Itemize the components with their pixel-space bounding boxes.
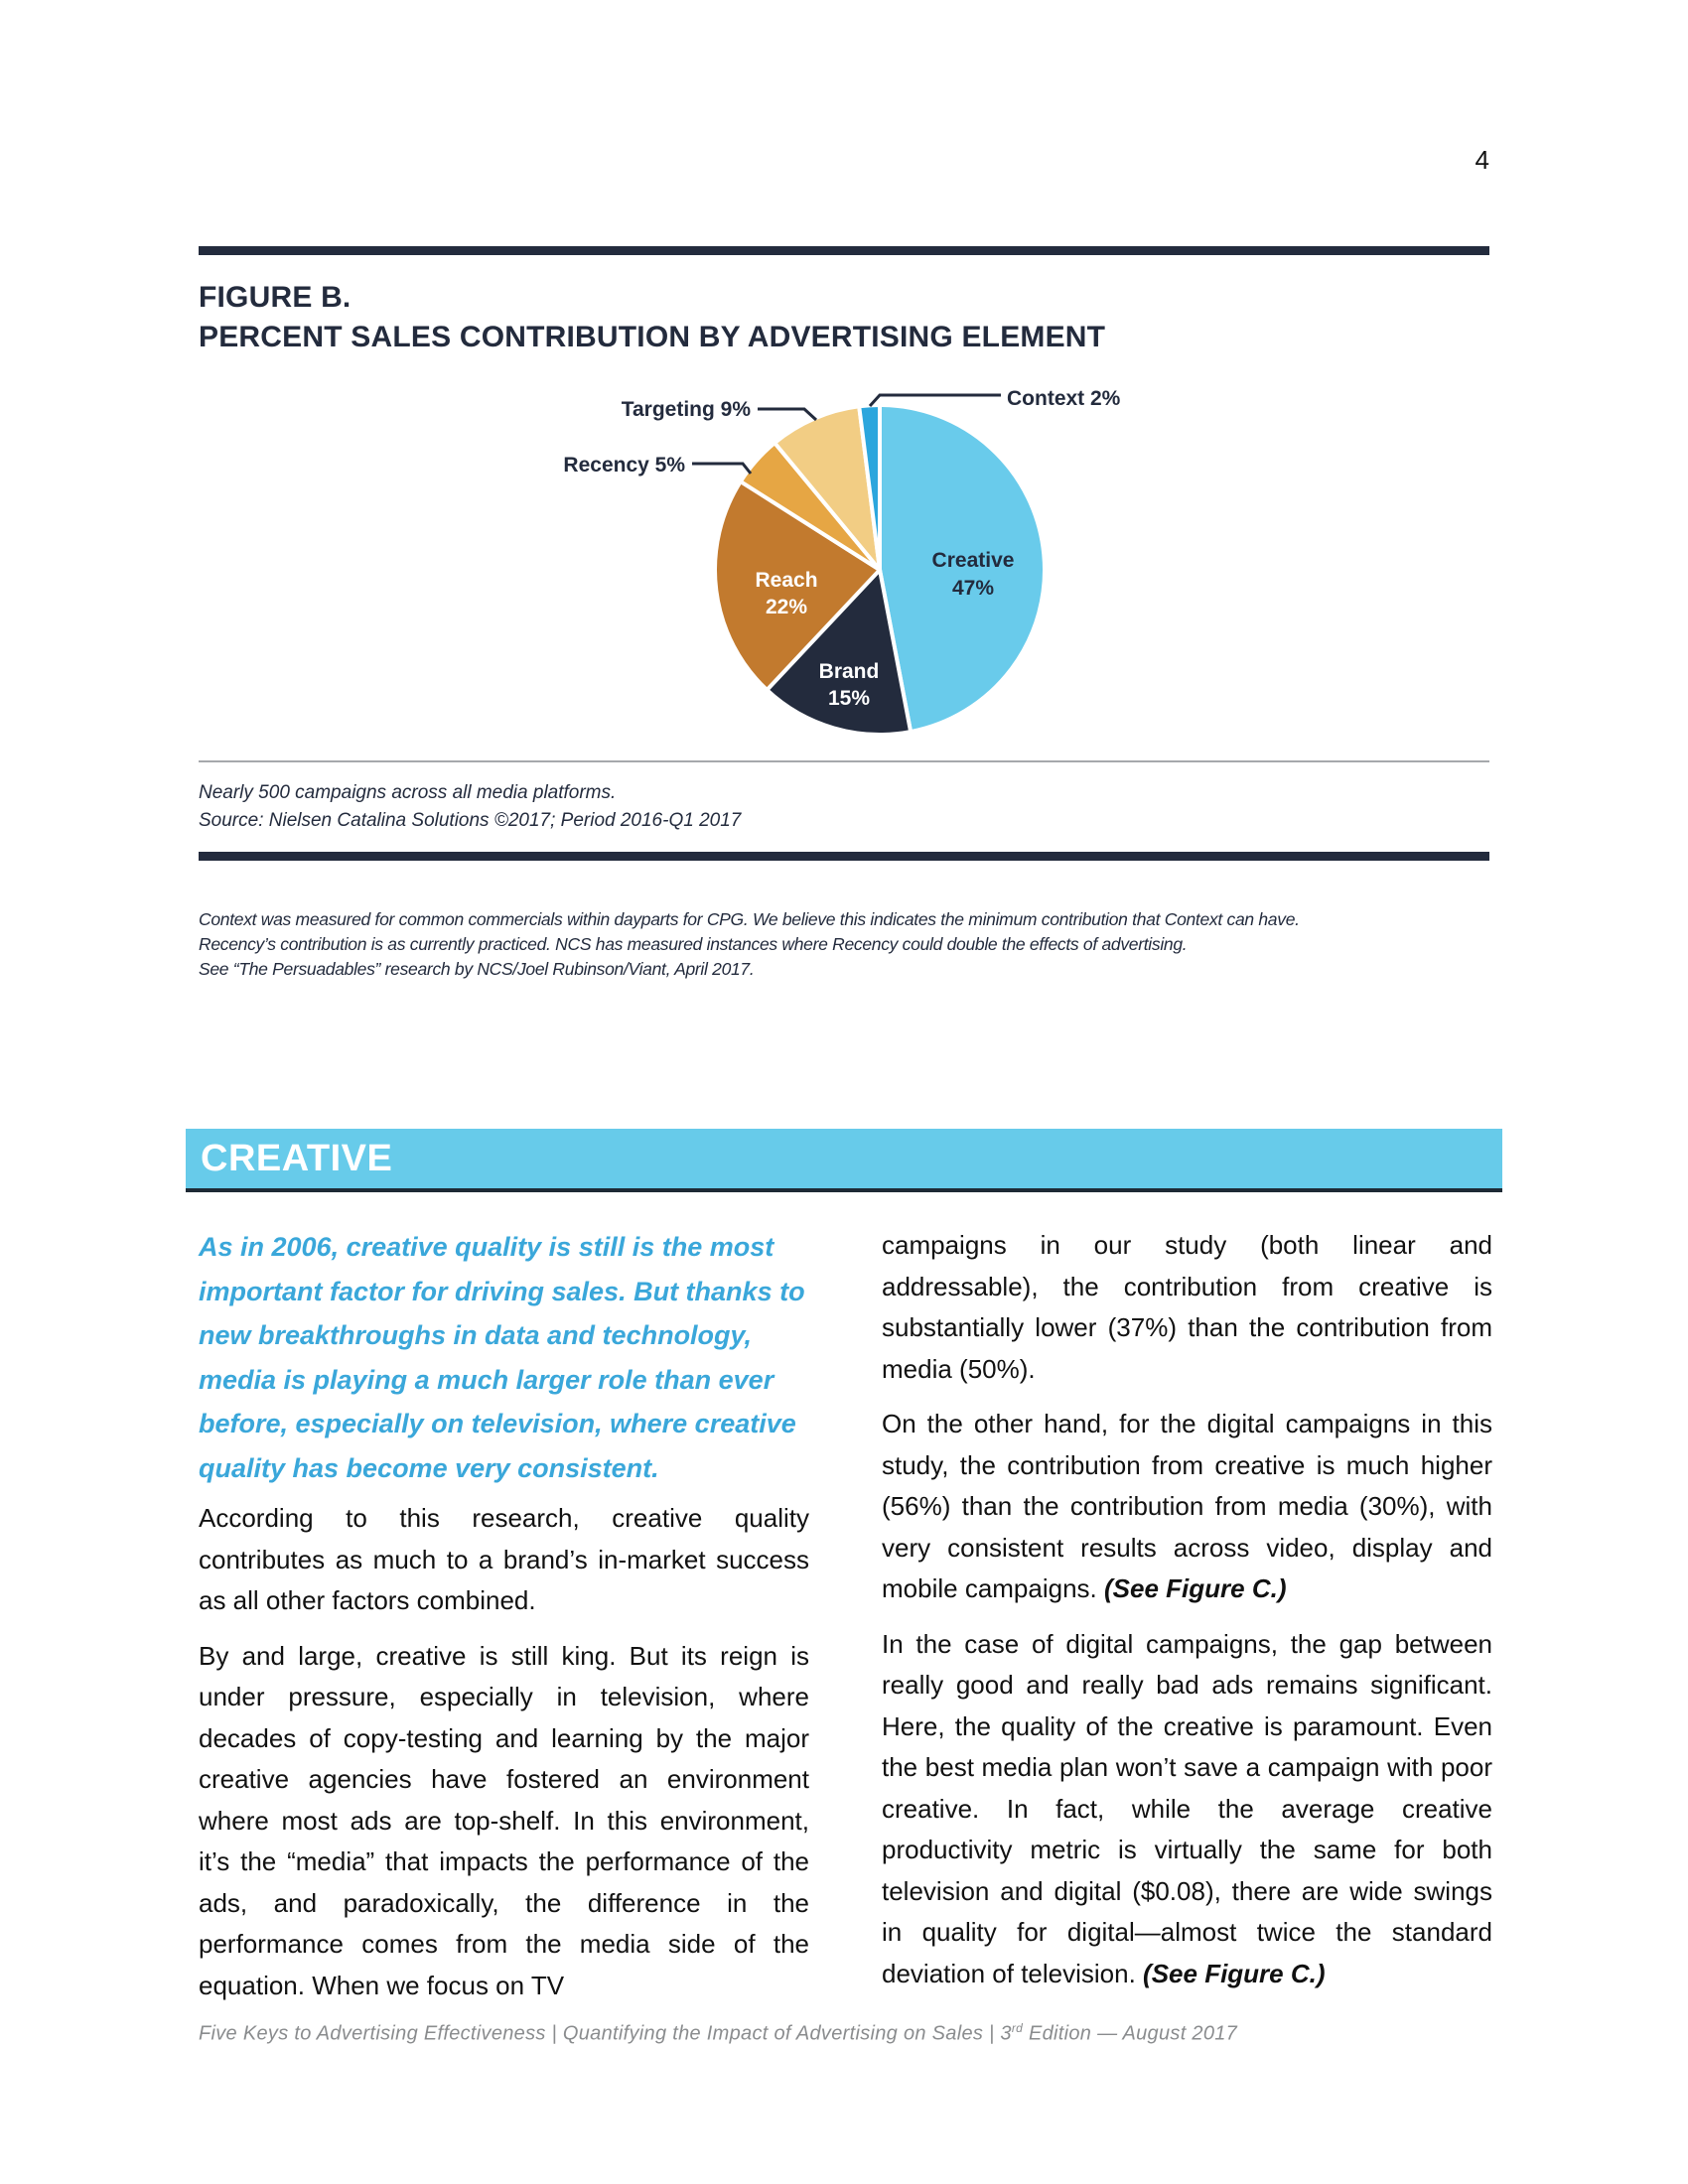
footer-superscript: rd: [1011, 2021, 1024, 2035]
reach-label: Reach: [755, 569, 818, 592]
page-footer: [199, 2021, 1237, 2046]
figure-note-source: Source: Nielsen Catalina Solutions ©2017; Period 2016-Q1 2017: [199, 810, 742, 831]
footnotes: [199, 907, 1489, 982]
footer-text: Five Keys to Advertising Effectiveness | Quantifying the Impact of Advertising on Sales | 3: [199, 2022, 1012, 2045]
brand-value: 15%: [827, 687, 871, 710]
top-divider: [199, 246, 1489, 255]
targeting-label: Targeting 9%: [621, 398, 751, 421]
paragraph-text: campaigns in our study (both linear and addressable), the contribution from creative is substantially lower (37%) than the contribution from media (50%).: [882, 1230, 1492, 1384]
section-title: CREATIVE: [201, 1138, 393, 1179]
paragraph-text: On the other hand, for the digital campaigns in this study, the contribution from creative is much higher (56%) than the contribution from media (30%), with very consistent results across video, display and mobile campaigns.: [882, 1409, 1492, 1603]
figure-title: PERCENT SALES CONTRIBUTION BY ADVERTISING ELEMENT: [199, 321, 1106, 353]
lead-paragraph: As in 2006, creative quality is still is the most important factor for driving sales. But thanks to new breakthroughs in data and technology, media is playing a much larger role than ever before, especially on television, where creative quality has become very consistent.: [199, 1232, 805, 1483]
recency-callout-line: [692, 464, 751, 474]
figure-bottom-divider: [199, 852, 1489, 861]
body-paragraph: According to this research, creative quality contributes as much to a brand’s in-market success as all other factors combined.: [199, 1503, 809, 1615]
figure-reference: (See Figure C.): [1104, 1573, 1287, 1603]
figure-heading: [199, 278, 1105, 357]
footnote-persuadables: See “The Persuadables” research by NCS/Joel Rubinson/Viant, April 2017.: [199, 959, 755, 979]
figure-notes: [199, 779, 741, 835]
figure-label: FIGURE B.: [199, 281, 352, 314]
body-paragraph: [882, 1624, 1492, 1995]
recency-label: Recency 5%: [563, 454, 685, 477]
body-paragraph: By and large, creative is still king. But its reign is under pressure, especially in television, where decades of copy-testing and learning by the major creative agencies have fostered an environment where most ads are top-shelf. In this environment, it’s the “media” that impacts the performance of the ads, and paradoxically, the difference in the performance comes from the media side of the equation. When we focus on TV: [199, 1640, 809, 2000]
creative-value: 47%: [951, 577, 995, 600]
footnote-context: Context was measured for common commercials within dayparts for CPG. We believe this indicates the minimum contribution that Context can have.: [199, 909, 1300, 929]
pie-chart: [536, 367, 1172, 754]
right-column: [882, 1225, 1492, 2008]
paragraph-text: In the case of digital campaigns, the gap between really good and really bad ads remains significant. Here, the quality of the creative is paramount. Even the best media plan won’t save a campaign with poor creative. In fact, while the average creative productivity metric is virtually the same for both television and digital ($0.08), there are wide swings in quality for digital—almost twice the standard deviation of television.: [882, 1628, 1492, 1988]
body-paragraph: [882, 1404, 1492, 1610]
left-column: [199, 1225, 809, 2020]
section-banner: [186, 1129, 1502, 1192]
page-number: 4: [1475, 145, 1489, 175]
body-paragraph: [882, 1225, 1492, 1390]
footnote-recency: Recency’s contribution is as currently practiced. NCS has measured instances where Recency could double the effects of advertising.: [199, 934, 1188, 954]
creative-label: Creative: [931, 549, 1015, 572]
reach-value: 22%: [765, 596, 808, 618]
brand-label: Brand: [818, 660, 880, 683]
targeting-callout-line: [758, 409, 816, 420]
figure-separator: [199, 760, 1489, 762]
footer-edition: Edition — August 2017: [1023, 2022, 1238, 2045]
figure-note-sample: Nearly 500 campaigns across all media platforms.: [199, 782, 617, 803]
context-label: Context 2%: [1007, 387, 1121, 410]
figure-reference: (See Figure C.): [1143, 1958, 1326, 1988]
